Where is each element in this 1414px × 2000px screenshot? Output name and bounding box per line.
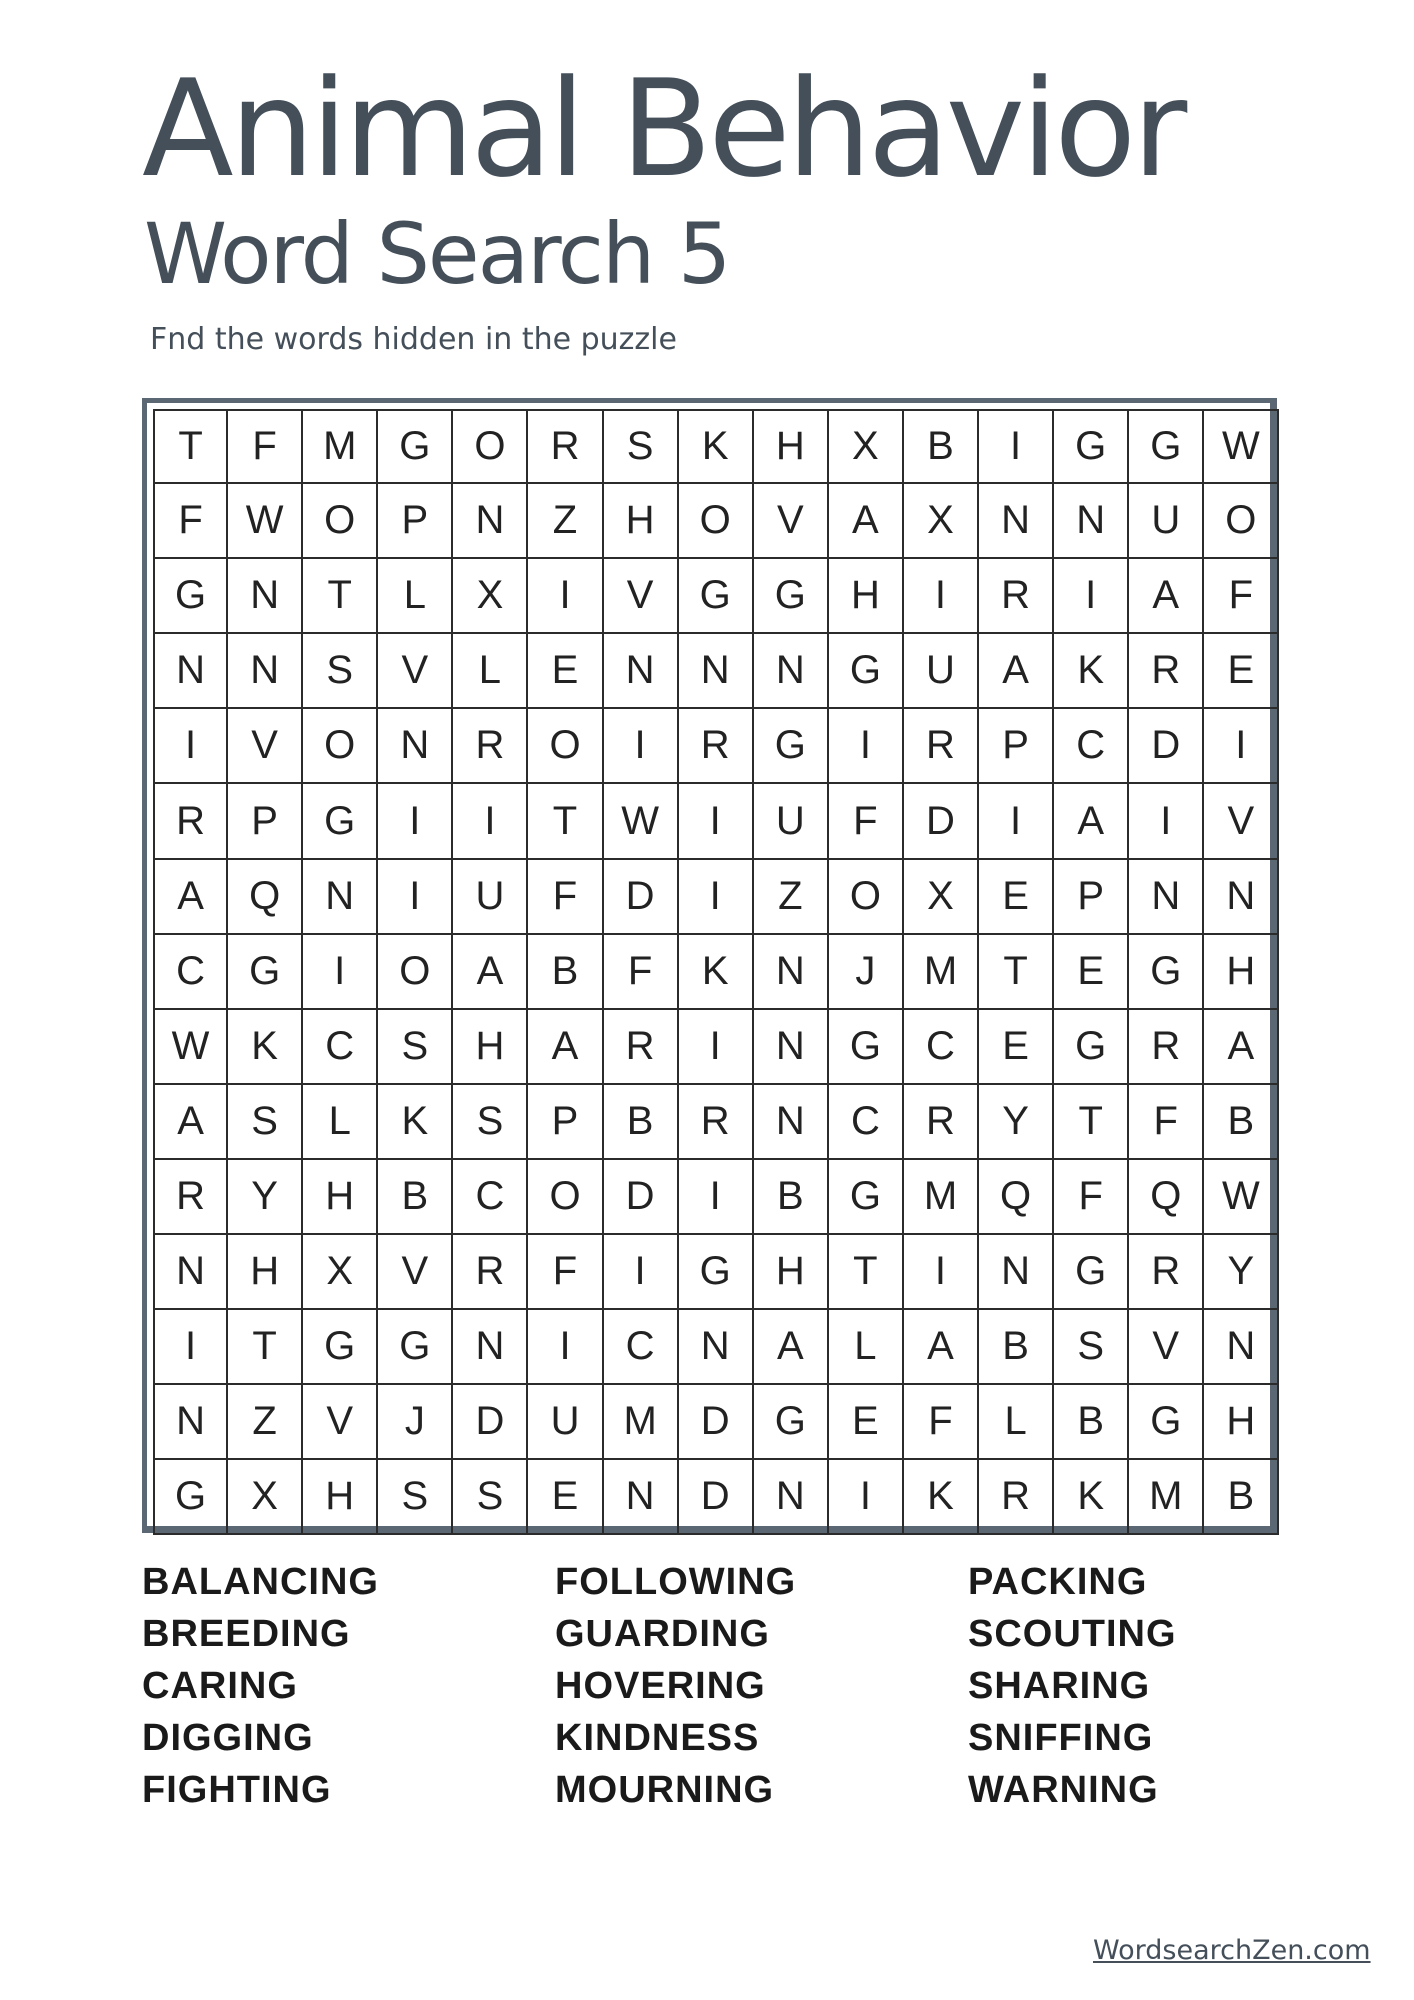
grid-cell[interactable]: G	[378, 409, 453, 484]
grid-cell[interactable]: S	[1054, 1310, 1129, 1385]
grid-cell[interactable]: T	[228, 1310, 303, 1385]
grid-cell[interactable]: R	[904, 709, 979, 784]
grid-cell[interactable]: R	[679, 709, 754, 784]
grid-cell[interactable]: I	[153, 709, 228, 784]
grid-cell[interactable]: N	[303, 860, 378, 935]
instructions-text: Fnd the words hidden in the puzzle	[150, 322, 677, 357]
grid-cell[interactable]: O	[378, 935, 453, 1010]
grid-cell[interactable]: B	[1204, 1460, 1279, 1535]
grid-cell[interactable]: D	[1129, 709, 1204, 784]
grid-cell[interactable]: R	[453, 709, 528, 784]
grid-cell[interactable]: N	[754, 634, 829, 709]
grid-cell[interactable]: X	[829, 409, 904, 484]
grid-cell[interactable]: C	[303, 1010, 378, 1085]
grid-cell[interactable]: Y	[228, 1160, 303, 1235]
word-list-item: FOLLOWING	[555, 1561, 797, 1603]
grid-cell[interactable]: N	[453, 484, 528, 559]
grid-cell[interactable]: A	[829, 484, 904, 559]
grid-cell[interactable]: I	[378, 860, 453, 935]
grid-cell[interactable]: A	[528, 1010, 603, 1085]
grid-cell[interactable]: L	[378, 559, 453, 634]
grid-cell[interactable]: R	[904, 1085, 979, 1160]
grid-cell[interactable]: R	[528, 409, 603, 484]
grid-cell[interactable]: L	[979, 1385, 1054, 1460]
grid-cell[interactable]: I	[829, 1460, 904, 1535]
grid-cell[interactable]: Z	[228, 1385, 303, 1460]
page-title: Animal Behavior	[142, 51, 1184, 207]
word-list-item: MOURNING	[555, 1769, 775, 1811]
grid-cell[interactable]: A	[153, 1085, 228, 1160]
grid-cell[interactable]: I	[679, 784, 754, 859]
grid-cell[interactable]: F	[228, 409, 303, 484]
grid-cell[interactable]: I	[979, 784, 1054, 859]
grid-cell[interactable]: J	[829, 935, 904, 1010]
grid-cell[interactable]: R	[1129, 1010, 1204, 1085]
grid-cell[interactable]: H	[228, 1235, 303, 1310]
grid-cell[interactable]: E	[979, 860, 1054, 935]
grid-cell[interactable]: F	[153, 484, 228, 559]
grid-cell[interactable]: W	[153, 1010, 228, 1085]
grid-cell[interactable]: O	[528, 1160, 603, 1235]
grid-cell[interactable]: U	[528, 1385, 603, 1460]
grid-cell[interactable]: V	[303, 1385, 378, 1460]
grid-cell[interactable]: T	[528, 784, 603, 859]
grid-cell[interactable]: I	[979, 409, 1054, 484]
grid-cell[interactable]: F	[829, 784, 904, 859]
grid-cell[interactable]: N	[153, 634, 228, 709]
grid-cell[interactable]: L	[829, 1310, 904, 1385]
grid-cell[interactable]: T	[303, 559, 378, 634]
grid-cell[interactable]: F	[528, 1235, 603, 1310]
grid-cell[interactable]: C	[153, 935, 228, 1010]
grid-cell[interactable]: B	[1204, 1085, 1279, 1160]
grid-cell[interactable]: D	[604, 1160, 679, 1235]
grid-cell[interactable]: Y	[979, 1085, 1054, 1160]
grid-cell[interactable]: N	[1204, 860, 1279, 935]
grid-cell[interactable]: G	[679, 1235, 754, 1310]
grid-cell[interactable]: J	[378, 1385, 453, 1460]
grid-cell[interactable]: F	[1204, 559, 1279, 634]
word-list-item: KINDNESS	[555, 1717, 760, 1759]
grid-cell[interactable]: D	[679, 1385, 754, 1460]
footer-site-link[interactable]: WordsearchZen.com	[1093, 1935, 1371, 1966]
grid-cell[interactable]: V	[604, 559, 679, 634]
grid-cell[interactable]: G	[829, 1160, 904, 1235]
grid-cell[interactable]: B	[979, 1310, 1054, 1385]
grid-cell[interactable]: I	[528, 559, 603, 634]
grid-cell[interactable]: M	[303, 409, 378, 484]
grid-cell[interactable]: G	[1129, 409, 1204, 484]
word-list-column-3	[968, 1556, 1177, 1816]
grid-cell[interactable]: V	[378, 634, 453, 709]
grid-cell[interactable]: F	[604, 935, 679, 1010]
grid-cell[interactable]: D	[679, 1460, 754, 1535]
grid-cell[interactable]: G	[1129, 935, 1204, 1010]
grid-cell[interactable]: O	[528, 709, 603, 784]
grid-cell[interactable]: G	[754, 559, 829, 634]
grid-cell[interactable]: X	[453, 559, 528, 634]
grid-cell[interactable]: N	[754, 935, 829, 1010]
grid-cell[interactable]: K	[1054, 634, 1129, 709]
grid-cell[interactable]: C	[453, 1160, 528, 1235]
grid-cell[interactable]: W	[228, 484, 303, 559]
grid-cell[interactable]: O	[829, 860, 904, 935]
grid-cell[interactable]: Q	[1129, 1160, 1204, 1235]
page-subtitle: Word Search 5	[144, 205, 730, 303]
grid-cell[interactable]: K	[1054, 1460, 1129, 1535]
grid-cell[interactable]: I	[829, 709, 904, 784]
grid-cell[interactable]: N	[754, 1010, 829, 1085]
grid-cell[interactable]: X	[904, 860, 979, 935]
grid-cell[interactable]: R	[153, 1160, 228, 1235]
grid-cell[interactable]: C	[829, 1085, 904, 1160]
grid-cell[interactable]: L	[453, 634, 528, 709]
word-list-column-1	[142, 1556, 379, 1816]
grid-cell[interactable]: K	[679, 409, 754, 484]
grid-cell[interactable]: I	[904, 559, 979, 634]
grid-cell[interactable]: E	[979, 1010, 1054, 1085]
grid-cell[interactable]: H	[303, 1160, 378, 1235]
word-list-item: WARNING	[968, 1769, 1159, 1811]
grid-cell[interactable]: G	[1054, 1010, 1129, 1085]
grid-cell[interactable]: N	[1204, 1310, 1279, 1385]
grid-cell[interactable]: G	[829, 634, 904, 709]
grid-cell[interactable]: X	[303, 1235, 378, 1310]
grid-cell[interactable]: Z	[754, 860, 829, 935]
grid-cell[interactable]: I	[1054, 559, 1129, 634]
grid-cell[interactable]: V	[1129, 1310, 1204, 1385]
grid-cell[interactable]: C	[1054, 709, 1129, 784]
grid-cell[interactable]: A	[904, 1310, 979, 1385]
grid-cell[interactable]: U	[904, 634, 979, 709]
grid-cell[interactable]: E	[1054, 935, 1129, 1010]
grid-cell[interactable]: S	[453, 1460, 528, 1535]
grid-cell[interactable]: H	[1204, 935, 1279, 1010]
grid-cell[interactable]: I	[604, 709, 679, 784]
grid-cell[interactable]: K	[228, 1010, 303, 1085]
grid-cell[interactable]: B	[528, 935, 603, 1010]
grid-cell[interactable]: O	[303, 484, 378, 559]
grid-cell[interactable]: D	[453, 1385, 528, 1460]
grid-cell[interactable]: I	[378, 784, 453, 859]
grid-cell[interactable]: S	[228, 1085, 303, 1160]
word-list-item: SCOUTING	[968, 1613, 1177, 1655]
grid-cell[interactable]: O	[303, 709, 378, 784]
grid-cell[interactable]: Z	[528, 484, 603, 559]
grid-cell[interactable]: X	[228, 1460, 303, 1535]
word-list-item: SNIFFING	[968, 1717, 1154, 1759]
grid-cell[interactable]: G	[1054, 1235, 1129, 1310]
grid-cell[interactable]: I	[604, 1235, 679, 1310]
grid-cell[interactable]: B	[904, 409, 979, 484]
grid-cell[interactable]: W	[1204, 1160, 1279, 1235]
grid-cell[interactable]: N	[1054, 484, 1129, 559]
grid-cell[interactable]: S	[378, 1010, 453, 1085]
grid-cell[interactable]: S	[378, 1460, 453, 1535]
grid-cell[interactable]: C	[604, 1310, 679, 1385]
grid-cell[interactable]: I	[1204, 709, 1279, 784]
grid-cell[interactable]: H	[453, 1010, 528, 1085]
grid-cell[interactable]: A	[1204, 1010, 1279, 1085]
grid-cell[interactable]: R	[604, 1010, 679, 1085]
grid-cell[interactable]: G	[153, 559, 228, 634]
grid-cell[interactable]: R	[1129, 1235, 1204, 1310]
word-list-item: GUARDING	[555, 1613, 770, 1655]
grid-cell[interactable]: R	[679, 1085, 754, 1160]
grid-cell[interactable]: P	[1054, 860, 1129, 935]
grid-cell[interactable]: M	[904, 935, 979, 1010]
grid-cell[interactable]: G	[378, 1310, 453, 1385]
grid-cell[interactable]: Y	[1204, 1235, 1279, 1310]
grid-cell[interactable]: A	[453, 935, 528, 1010]
grid-cell[interactable]: S	[604, 409, 679, 484]
grid-cell[interactable]: S	[453, 1085, 528, 1160]
grid-cell[interactable]: W	[1204, 409, 1279, 484]
word-list-item: BALANCING	[142, 1561, 379, 1603]
grid-cell[interactable]: G	[153, 1460, 228, 1535]
grid-cell[interactable]: M	[1129, 1460, 1204, 1535]
grid-cell[interactable]: D	[904, 784, 979, 859]
grid-cell[interactable]: N	[228, 634, 303, 709]
grid-cell[interactable]: G	[228, 935, 303, 1010]
grid-cell[interactable]: E	[1204, 634, 1279, 709]
grid-cell[interactable]: N	[228, 559, 303, 634]
grid-cell[interactable]: S	[303, 634, 378, 709]
grid-cell[interactable]: H	[1204, 1385, 1279, 1460]
word-list-item: HOVERING	[555, 1665, 766, 1707]
grid-cell[interactable]: O	[679, 484, 754, 559]
grid-cell[interactable]: H	[754, 409, 829, 484]
grid-cell[interactable]: P	[528, 1085, 603, 1160]
grid-cell[interactable]: I	[153, 1310, 228, 1385]
grid-cell[interactable]: G	[754, 1385, 829, 1460]
grid-cell[interactable]: N	[604, 1460, 679, 1535]
grid-cell[interactable]: G	[303, 784, 378, 859]
grid-cell[interactable]: H	[303, 1460, 378, 1535]
grid-cell[interactable]: L	[303, 1085, 378, 1160]
grid-cell[interactable]: N	[604, 634, 679, 709]
word-list-item: FIGHTING	[142, 1769, 332, 1811]
grid-cell[interactable]: N	[754, 1460, 829, 1535]
word-list-column-2	[555, 1556, 796, 1816]
grid-cell[interactable]: O	[453, 409, 528, 484]
grid-cell[interactable]: N	[679, 1310, 754, 1385]
grid-cell[interactable]: N	[979, 484, 1054, 559]
grid-cell[interactable]: Q	[228, 860, 303, 935]
grid-cell[interactable]: A	[754, 1310, 829, 1385]
grid-cell[interactable]: E	[829, 1385, 904, 1460]
grid-cell[interactable]: M	[604, 1385, 679, 1460]
grid-cell[interactable]: I	[679, 860, 754, 935]
grid-cell[interactable]: D	[604, 860, 679, 935]
grid-cell[interactable]: I	[453, 784, 528, 859]
grid-cell[interactable]: V	[1204, 784, 1279, 859]
grid-cell[interactable]: G	[754, 709, 829, 784]
grid-cell[interactable]: N	[754, 1085, 829, 1160]
word-list-item: SHARING	[968, 1665, 1151, 1707]
grid-cell[interactable]: G	[829, 1010, 904, 1085]
word-list-item: DIGGING	[142, 1717, 314, 1759]
grid-cell[interactable]: H	[829, 559, 904, 634]
grid-cell[interactable]: W	[604, 784, 679, 859]
grid-cell[interactable]: P	[228, 784, 303, 859]
grid-cell[interactable]: B	[754, 1160, 829, 1235]
grid-cell[interactable]: B	[604, 1085, 679, 1160]
grid-cell[interactable]: N	[1129, 860, 1204, 935]
grid-cell[interactable]: N	[453, 1310, 528, 1385]
grid-cell[interactable]: X	[904, 484, 979, 559]
grid-cell[interactable]: R	[453, 1235, 528, 1310]
grid-cell[interactable]: B	[1054, 1385, 1129, 1460]
grid-cell[interactable]: G	[679, 559, 754, 634]
grid-cell[interactable]: N	[378, 709, 453, 784]
grid-cell[interactable]: E	[528, 1460, 603, 1535]
word-list-item: BREEDING	[142, 1613, 351, 1655]
grid-cell[interactable]: K	[904, 1460, 979, 1535]
grid-cell[interactable]: I	[528, 1310, 603, 1385]
grid-cell[interactable]: N	[679, 634, 754, 709]
grid-cell[interactable]: A	[1054, 784, 1129, 859]
grid-cell[interactable]: T	[829, 1235, 904, 1310]
grid-cell[interactable]: F	[528, 860, 603, 935]
grid-cell[interactable]: G	[1054, 409, 1129, 484]
grid-cell[interactable]: P	[979, 709, 1054, 784]
word-list-item: PACKING	[968, 1561, 1148, 1603]
puzzle-grid-frame	[142, 398, 1277, 1533]
grid-cell[interactable]: H	[604, 484, 679, 559]
grid-cell[interactable]: V	[754, 484, 829, 559]
grid-cell[interactable]: N	[979, 1235, 1054, 1310]
grid-cell[interactable]: F	[1054, 1160, 1129, 1235]
grid-cell[interactable]: I	[679, 1160, 754, 1235]
grid-cell[interactable]: V	[378, 1235, 453, 1310]
grid-cell[interactable]: K	[378, 1085, 453, 1160]
grid-cell[interactable]: F	[904, 1385, 979, 1460]
grid-cell[interactable]: I	[904, 1235, 979, 1310]
grid-cell[interactable]: I	[679, 1010, 754, 1085]
grid-cell[interactable]: U	[754, 784, 829, 859]
grid-cell[interactable]: N	[153, 1235, 228, 1310]
grid-cell[interactable]: F	[1129, 1085, 1204, 1160]
grid-cell[interactable]: O	[1204, 484, 1279, 559]
grid-cell[interactable]: A	[1129, 559, 1204, 634]
grid-cell[interactable]: R	[1129, 634, 1204, 709]
grid-cell[interactable]: Q	[979, 1160, 1054, 1235]
grid-cell[interactable]: R	[979, 1460, 1054, 1535]
puzzle-grid	[153, 409, 1279, 1535]
grid-cell[interactable]: G	[303, 1310, 378, 1385]
grid-cell[interactable]: B	[378, 1160, 453, 1235]
grid-cell[interactable]: I	[1129, 784, 1204, 859]
grid-cell[interactable]: N	[153, 1385, 228, 1460]
grid-cell[interactable]: V	[228, 709, 303, 784]
grid-cell[interactable]: U	[453, 860, 528, 935]
grid-cell[interactable]: G	[1129, 1385, 1204, 1460]
grid-cell[interactable]: T	[153, 409, 228, 484]
grid-cell[interactable]: P	[378, 484, 453, 559]
grid-cell[interactable]: C	[904, 1010, 979, 1085]
word-list-item: CARING	[142, 1665, 298, 1707]
grid-cell[interactable]: H	[754, 1235, 829, 1310]
grid-cell[interactable]: R	[153, 784, 228, 859]
grid-cell[interactable]: A	[979, 634, 1054, 709]
grid-cell[interactable]: K	[679, 935, 754, 1010]
grid-cell[interactable]: T	[979, 935, 1054, 1010]
grid-cell[interactable]: M	[904, 1160, 979, 1235]
grid-cell[interactable]: R	[979, 559, 1054, 634]
grid-cell[interactable]: E	[528, 634, 603, 709]
grid-cell[interactable]: I	[303, 935, 378, 1010]
grid-cell[interactable]: U	[1129, 484, 1204, 559]
grid-cell[interactable]: T	[1054, 1085, 1129, 1160]
grid-cell[interactable]: A	[153, 860, 228, 935]
